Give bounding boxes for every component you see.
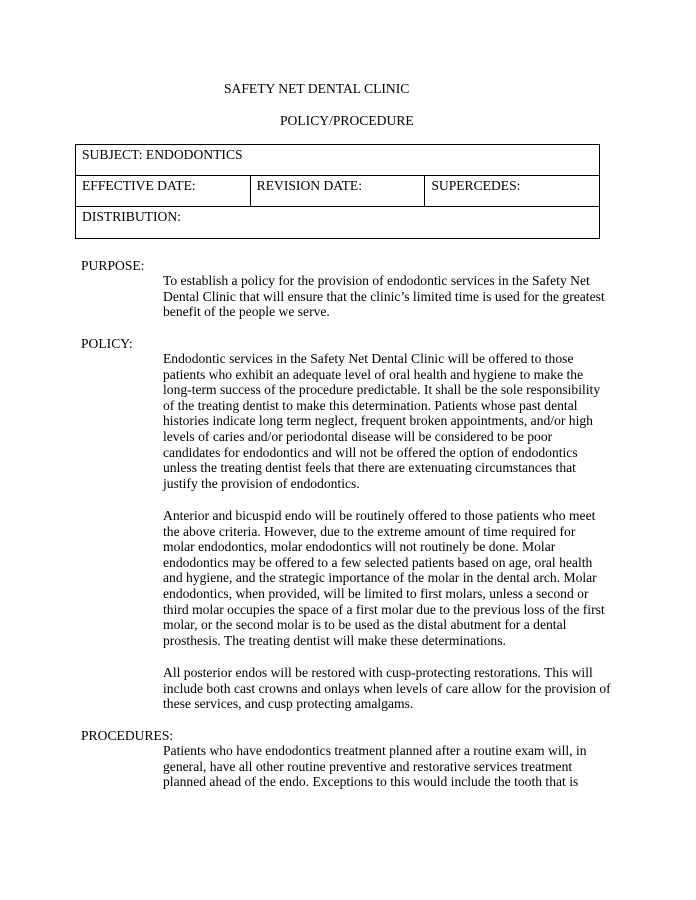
- policy-line: Endodontic services in the Safety Net Dental Clinic will be offered to those: [163, 351, 574, 366]
- purpose-body: [163, 273, 618, 320]
- subject-row: [76, 145, 600, 176]
- policy-line: the above criteria. However, due to the extreme amount of time required for: [163, 523, 576, 539]
- dates-row: [76, 176, 600, 207]
- policy-line: prosthesis. The treating dentist will make these determinations.: [163, 632, 506, 648]
- subject-cell: [76, 145, 600, 176]
- clinic-name: SAFETY NET DENTAL CLINIC: [224, 81, 410, 96]
- document-type-heading: POLICY/PROCEDURE: [280, 113, 414, 128]
- policy-line: molar endodontics, molar endodontics will not routinely be done. Molar: [163, 539, 556, 555]
- purpose-line: benefit of the people we serve.: [163, 304, 330, 320]
- procedures-line: general, have all other routine preventive and restorative services treatment: [163, 758, 573, 774]
- policy-line: endodontics may be offered to a few selected patients based on age, oral health: [163, 554, 593, 570]
- policy-line: candidates for endodontics and will not be offered the option of endodontics: [163, 444, 578, 460]
- distribution-row: [76, 207, 600, 239]
- policy-line: Anterior and bicuspid endo will be routinely offered to those patients who meet: [163, 508, 596, 523]
- policy-line: third molar occupies the space of a first molar due to the previous loss of the first: [163, 601, 605, 617]
- revision-date-label: REVISION DATE:: [256, 178, 363, 193]
- policy-paragraph-1: [163, 351, 618, 491]
- procedures-body: [163, 743, 618, 790]
- distribution-label: DISTRIBUTION:: [82, 209, 181, 224]
- supercedes-label: SUPERCEDES:: [431, 178, 521, 193]
- subject-text: SUBJECT: ENDODONTICS: [82, 147, 243, 162]
- policy-line: include both cast crowns and onlays when levels of care allow for the provision of: [163, 680, 611, 696]
- procedures-line: planned ahead of the endo. Exceptions to this would include the tooth that is: [163, 774, 579, 790]
- policy-paragraph-2: [163, 508, 618, 648]
- policy-line: unless the treating dentist feels that there are extenuating circumstances that: [163, 460, 576, 476]
- procedures-line: Patients who have endodontics treatment planned after a routine exam will, in: [163, 743, 587, 758]
- supercedes-cell: [425, 176, 600, 207]
- policy-line: endodontics, when provided, will be limited to first molars, unless a second or: [163, 585, 589, 601]
- policy-line: and hygiene, and the strategic importance of the molar in the dental arch. Molar: [163, 570, 597, 586]
- purpose-label: PURPOSE:: [81, 258, 145, 273]
- policy-line: histories indicate long term neglect, frequent broken appointments, and/or high: [163, 413, 593, 429]
- policy-paragraph-3: [163, 665, 618, 712]
- purpose-line: Dental Clinic that will ensure that the clinic’s limited time is used for the greatest: [163, 288, 605, 304]
- policy-line: patients who exhibit an adequate level of oral health and hygiene to make the: [163, 366, 584, 382]
- policy-line: justify the provision of endodontics.: [163, 475, 360, 491]
- policy-line: All posterior endos will be restored with cusp-protecting restorations. This will: [163, 665, 593, 680]
- purpose-line: To establish a policy for the provision of endodontic services in the Safety Net: [163, 273, 590, 288]
- policy-line: long-term success of the procedure predictable. It shall be the sole responsibility: [163, 382, 601, 398]
- effective-date-label: EFFECTIVE DATE:: [82, 178, 196, 193]
- policy-line: levels of caries and/or periodontal disease will be considered to be poor: [163, 428, 553, 444]
- policy-line: molar, or the second molar is to be used as the distal abutment for a dental: [163, 617, 567, 633]
- revision-date-cell: [250, 176, 425, 207]
- procedures-label: PROCEDURES:: [81, 728, 174, 743]
- policy-info-table: [75, 144, 600, 239]
- distribution-cell: [76, 207, 600, 239]
- policy-line: of the treating dentist to make this determination. Patients whose past dental: [163, 397, 578, 413]
- effective-date-cell: [76, 176, 251, 207]
- policy-line: these services, and cusp protecting amalgams.: [163, 696, 414, 712]
- policy-label: POLICY:: [81, 336, 133, 351]
